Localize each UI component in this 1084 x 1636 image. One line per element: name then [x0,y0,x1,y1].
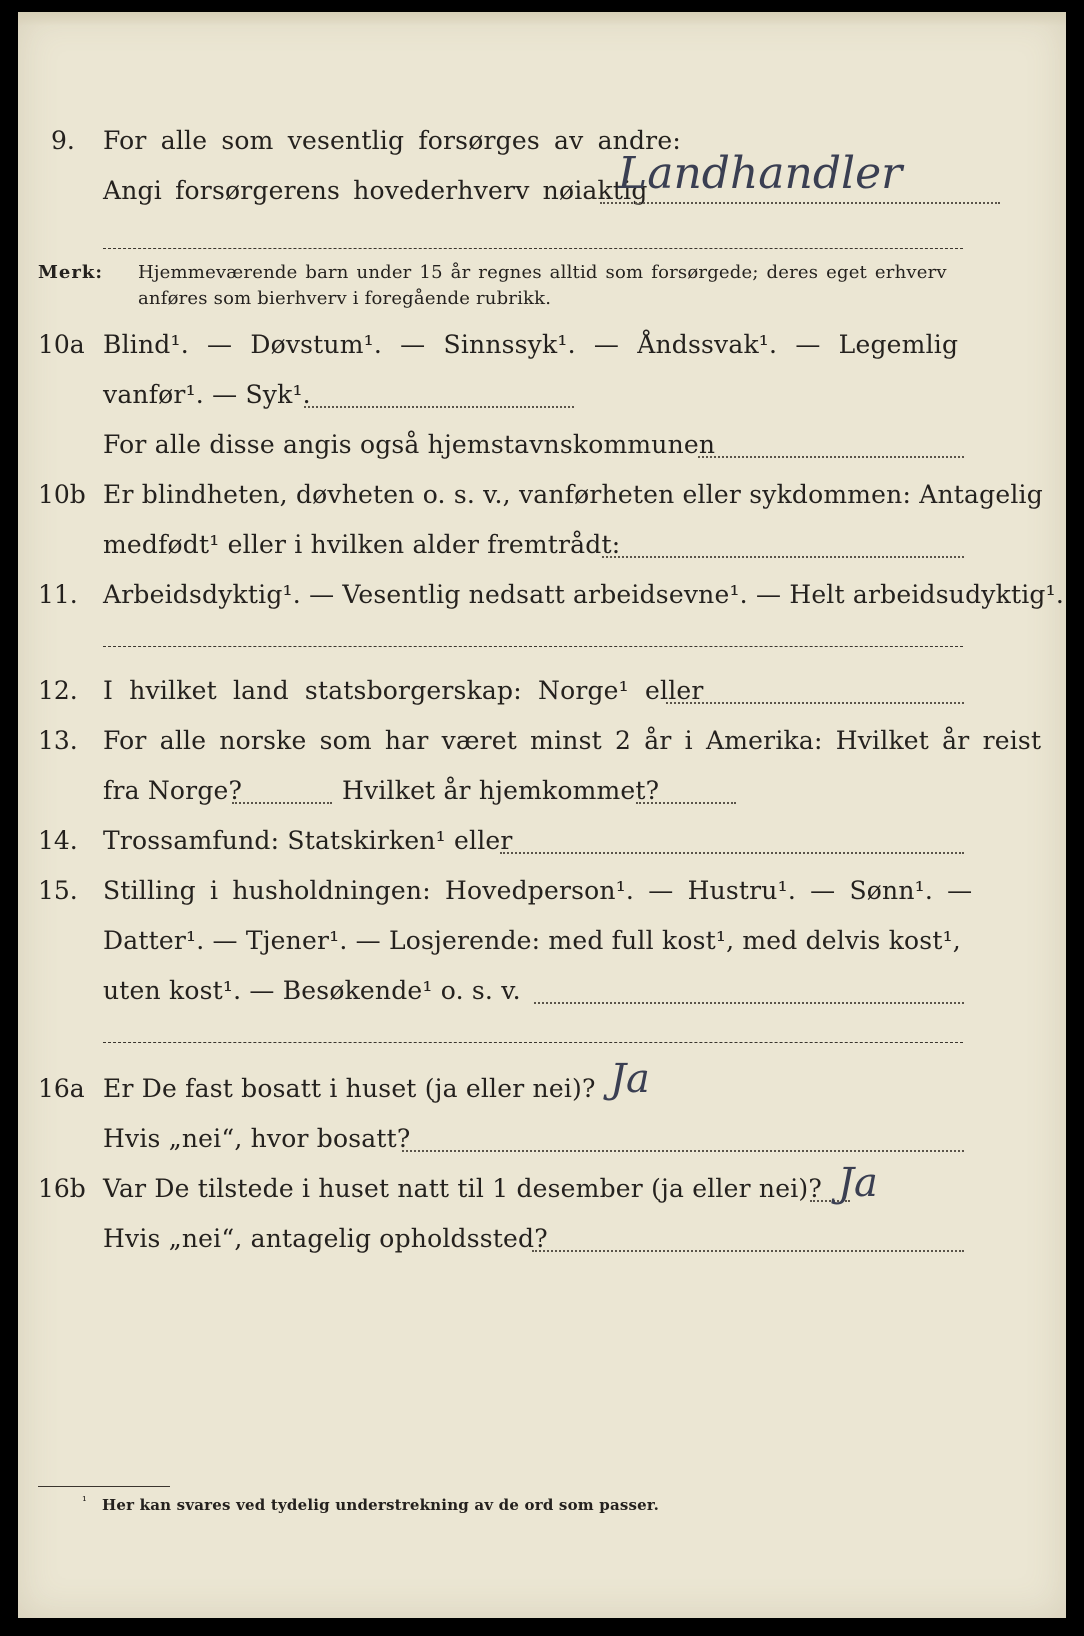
separator-rule [103,646,963,647]
item-11-line1: Arbeidsdyktig¹. — Vesentlig nedsatt arbeidsevne¹. — Helt arbeidsudyktig¹. [103,580,1064,609]
footnote-text: Her kan svares ved tydelig understrekning av de ord som passer. [102,1496,660,1514]
item-14-answer-line [500,852,964,854]
merk-line2: anføres som bierhverv i foregående rubrikk. [138,288,552,309]
item-13-reist-line [232,802,332,804]
item-9-answer-line [600,202,1000,204]
item-13-line2a: fra Norge? [103,776,243,805]
footnote-mark: ¹ [82,1494,88,1508]
item-10a-line2: vanfør¹. — Syk¹. [103,380,311,409]
item-16b-line1: Var De tilstede i huset natt til 1 desember (ja eller nei)? [103,1174,822,1203]
item-15-answer-line [534,1002,964,1004]
handwritten-answer-16a: Ja [610,1056,650,1102]
item-12-line1: I hvilket land statsborgerskap: Norge¹ eller [103,676,704,705]
item-14-line1: Trossamfund: Statskirken¹ eller [103,826,513,855]
footnote-rule [38,1486,170,1487]
item-10a-line1: Blind¹. — Døvstum¹. — Sinnssyk¹. — Åndssvak¹. — Legemlig [103,330,959,359]
item-10a-answer-line [304,406,574,408]
item-13-line2b: Hvilket år hjemkommet? [342,776,660,805]
item-10a-line3: For alle disse angis også hjemstavnskommunen [103,430,716,459]
item-15-line1: Stilling i husholdningen: Hovedperson¹. — Hustru¹. — Sønn¹. — [103,876,973,905]
item-10a-number: 10a [38,330,85,359]
item-16a-answer-line [402,1150,964,1152]
handwritten-occupation: Landhandler [618,148,903,199]
scan-edge [18,12,1066,26]
handwritten-answer-16b: Ja [838,1160,878,1206]
item-13-hjemkommet-line [636,802,736,804]
item-15-number: 15. [38,876,78,905]
item-10b-line2: medfødt¹ eller i hvilken alder fremtrådt: [103,530,621,559]
merk-line1: Hjemmeværende barn under 15 år regnes alltid som forsørgede; deres eget erhverv [138,262,947,283]
item-15-line2: Datter¹. — Tjener¹. — Losjerende: med full kost¹, med delvis kost¹, [103,926,961,955]
item-10a-hjemstavn-line [698,456,964,458]
item-16b-opholdssted-line [532,1250,964,1252]
item-16a-line2: Hvis „nei“, hvor bosatt? [103,1124,411,1153]
item-12-number: 12. [38,676,78,705]
item-10b-line1: Er blindheten, døvheten o. s. v., vanførheten eller sykdommen: Antagelig [103,480,1043,509]
item-16b-line2: Hvis „nei“, antagelig opholdssted? [103,1224,548,1253]
item-9-number: 9. [51,126,75,155]
item-12-answer-line [666,702,964,704]
item-16a-line1: Er De fast bosatt i huset (ja eller nei)? [103,1074,596,1103]
separator-rule [103,248,963,249]
census-form-page [18,12,1066,1618]
item-13-line1: For alle norske som har været minst 2 år i Amerika: Hvilket år reist [103,726,1042,755]
item-16a-number: 16a [38,1074,85,1103]
item-14-number: 14. [38,826,78,855]
item-10b-answer-line [602,556,964,558]
item-13-number: 13. [38,726,78,755]
separator-rule [103,1042,963,1043]
item-16b-number: 16b [38,1174,86,1203]
item-9-line2: Angi forsørgerens hovederhverv nøiaktig [103,176,648,205]
item-9-line1: For alle som vesentlig forsørges av andre: [103,126,681,155]
merk-label: Merk: [38,262,103,283]
item-11-number: 11. [38,580,78,609]
item-10b-number: 10b [38,480,86,509]
item-15-line3: uten kost¹. — Besøkende¹ o. s. v. [103,976,521,1005]
